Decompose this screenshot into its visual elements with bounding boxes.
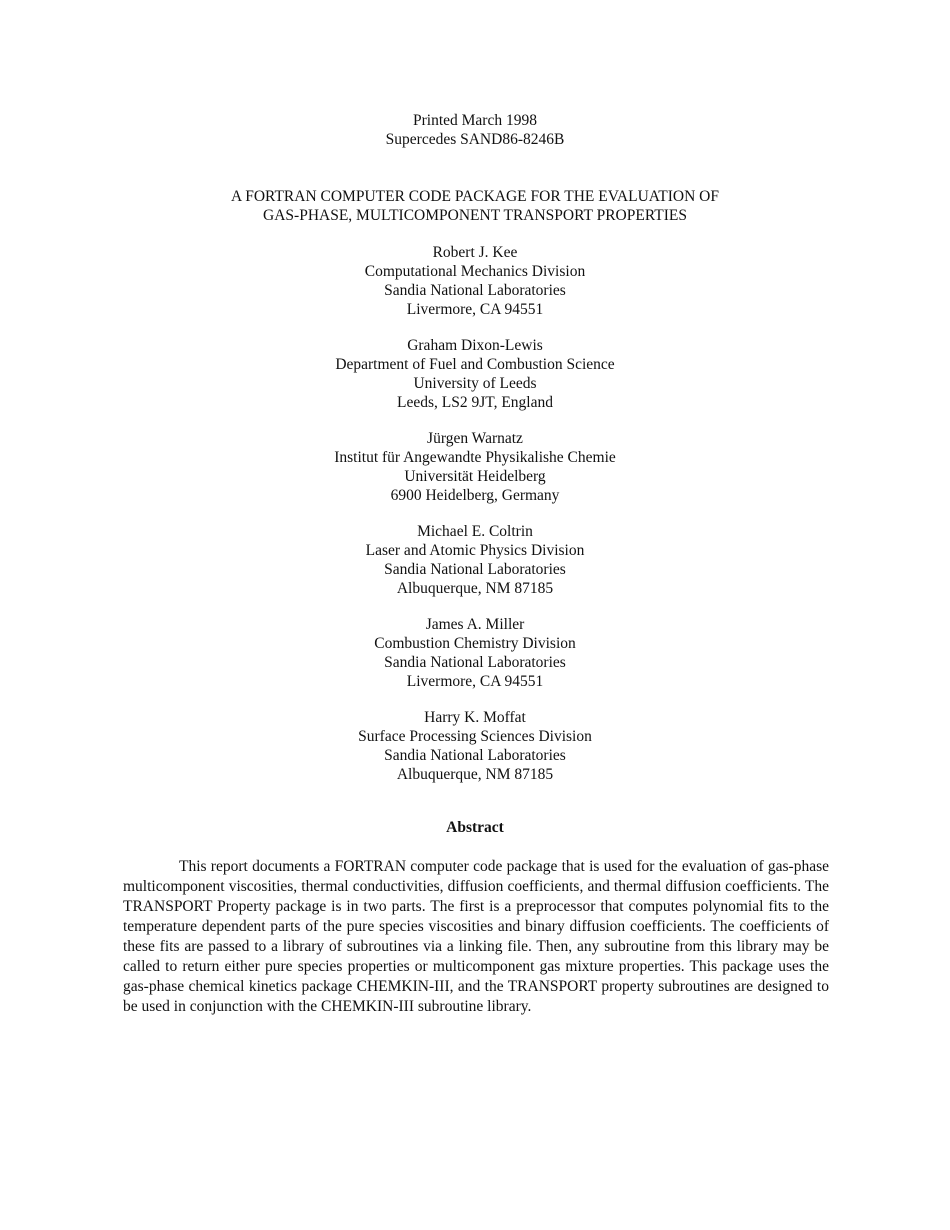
author-affiliation-line: Livermore, CA 94551 [406, 673, 544, 690]
author-affiliation-line: Leeds, LS2 9JT, England [397, 394, 553, 411]
document-title [0, 187, 950, 225]
title-line-2: GAS-PHASE, MULTICOMPONENT TRANSPORT PROPERTIES [263, 207, 687, 224]
author-affiliation-line: Universität Heidelberg [404, 468, 546, 485]
author-affiliation-line: Sandia National Laboratories [384, 747, 566, 764]
author-name: Jürgen Warnatz [427, 430, 523, 447]
print-info [0, 111, 950, 149]
author-affiliation-line: Livermore, CA 94551 [406, 301, 544, 318]
abstract-heading: Abstract [446, 819, 504, 836]
author-affiliation-line: Department of Fuel and Combustion Science [335, 356, 615, 373]
author-block [0, 336, 950, 412]
printed-date: Printed March 1998 [413, 112, 537, 129]
author-affiliation-line: Computational Mechanics Division [364, 263, 586, 280]
supersedes-note: Supercedes SAND86-8246B [385, 131, 565, 148]
author-name: Graham Dixon-Lewis [407, 337, 543, 354]
abstract-body: This report documents a FORTRAN computer code package that is used for the evaluation of gas-phase multicomponent viscosities, thermal conductivities, diffusion coefficients, and thermal diffusion coefficients. The TRANSPORT Property package is in two parts. The first is a preprocessor that computes polynomial fits to the temperature dependent parts of the pure species viscosities and binary diffusion coefficients. The coefficients of these fits are passed to a library of subroutines via a linking file. Then, any subroutine from this library may be called to return either pure species properties or multicomponent gas mixture properties. This package uses the gas-phase chemical kinetics package CHEMKIN-III, and the TRANSPORT property subroutines are designed to be used in conjunction with the CHEMKIN-III subroutine library. [123, 858, 829, 1015]
author-affiliation-line: Sandia National Laboratories [384, 282, 566, 299]
author-name: Harry K. Moffat [424, 709, 526, 726]
author-affiliation-line: Albuquerque, NM 87185 [396, 766, 554, 783]
author-affiliation-line: Combustion Chemistry Division [374, 635, 576, 652]
author-block [0, 615, 950, 691]
author-affiliation-line: Sandia National Laboratories [384, 561, 566, 578]
author-block [0, 522, 950, 598]
author-affiliation-line: Institut für Angewandte Physikalishe Chemie [334, 449, 616, 466]
author-affiliation-line: Laser and Atomic Physics Division [365, 542, 585, 559]
author-block [0, 429, 950, 505]
author-affiliation-line: Sandia National Laboratories [384, 654, 566, 671]
title-line-1: A FORTRAN COMPUTER CODE PACKAGE FOR THE EVALUATION OF [231, 188, 719, 205]
author-name: Michael E. Coltrin [417, 523, 533, 540]
author-block [0, 708, 950, 784]
author-affiliation-line: 6900 Heidelberg, Germany [390, 487, 560, 504]
author-affiliation-line: University of Leeds [413, 375, 537, 392]
author-affiliation-line: Albuquerque, NM 87185 [396, 580, 554, 597]
author-list [0, 243, 950, 801]
author-block [0, 243, 950, 319]
author-affiliation-line: Surface Processing Sciences Division [358, 728, 592, 745]
author-name: Robert J. Kee [432, 244, 518, 261]
author-name: James A. Miller [425, 616, 525, 633]
